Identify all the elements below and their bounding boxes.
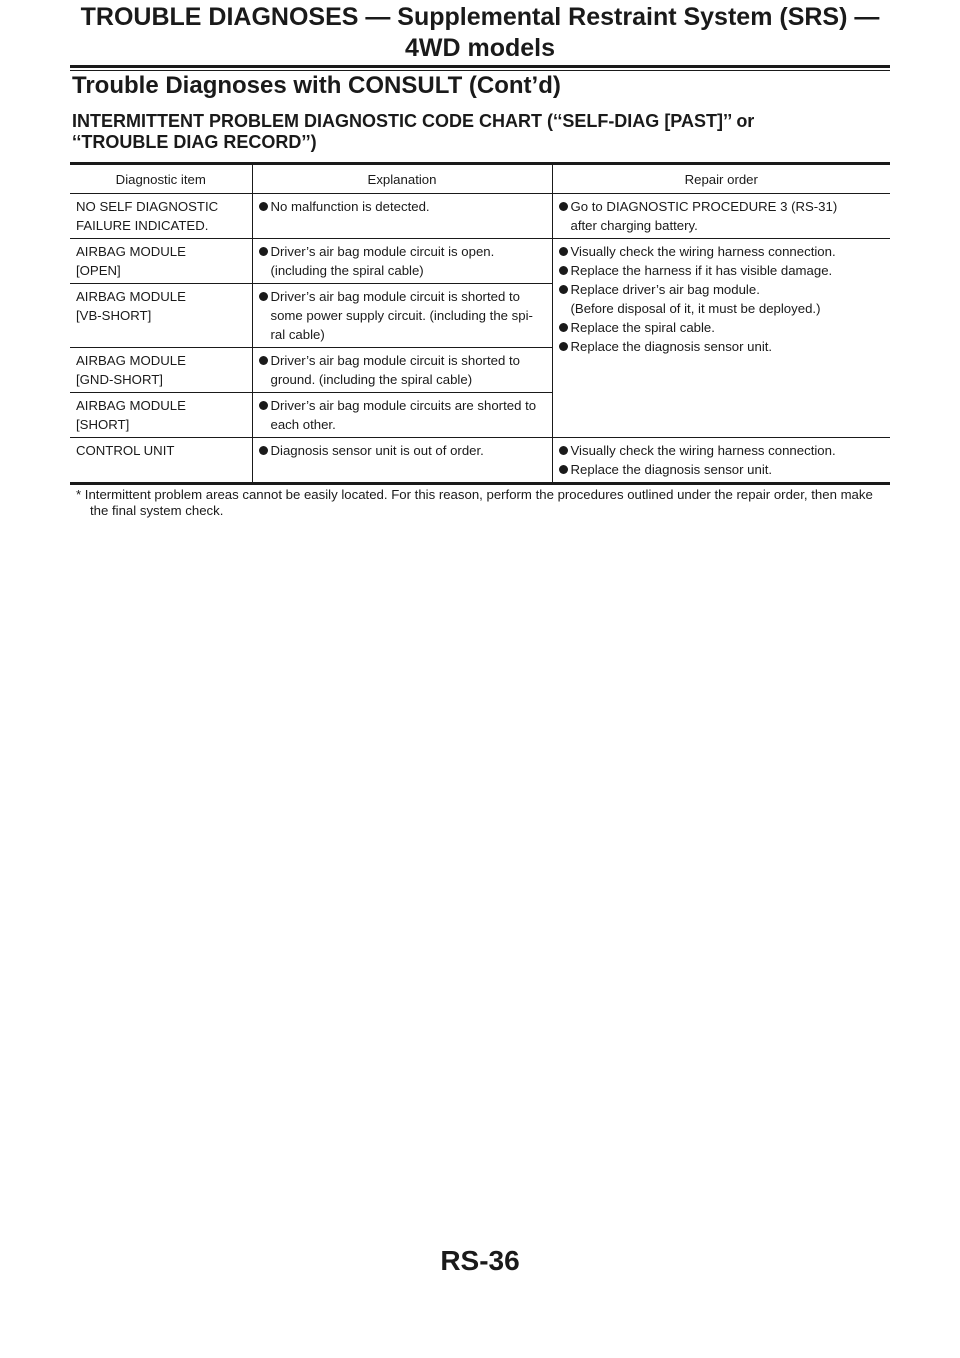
- repair-note: (Before disposal of it, it must be deployed.): [570, 301, 821, 316]
- section-heading-line2: ‘‘TROUBLE DIAG RECORD’’): [72, 132, 317, 152]
- bullet-icon: [259, 292, 268, 301]
- repair-text: Replace the diagnosis sensor unit.: [570, 339, 773, 354]
- item-line: AIRBAG MODULE: [76, 398, 186, 413]
- bullet-icon: [559, 202, 568, 211]
- bullet-icon: [559, 342, 568, 351]
- header-rule-thin: [70, 70, 890, 71]
- repair-order-cell-airbag-module: [552, 239, 890, 438]
- item-line: [VB-SHORT]: [76, 308, 152, 323]
- explanation-text: Driver’s air bag module circuit is shorted to ground. (including the spiral cable): [270, 353, 520, 387]
- bullet-icon: [559, 465, 568, 474]
- item-line: AIRBAG MODULE: [76, 353, 186, 368]
- explanation-cell: [252, 348, 552, 393]
- diagnostic-item-cell: [70, 393, 252, 438]
- page-number: RS-36: [440, 1245, 520, 1276]
- explanation-text: No malfunction is detected.: [270, 199, 430, 214]
- item-line: [SHORT]: [76, 417, 130, 432]
- explanation-text: Driver’s air bag module circuit is shorted to some power supply circuit. (including the spi- ral cable): [270, 289, 533, 342]
- diagnostic-code-chart: [70, 162, 890, 485]
- repair-text: Visually check the wiring harness connection.: [570, 443, 836, 458]
- header-title-line1: TROUBLE DIAGNOSES — Supplemental Restraint System (SRS) —: [80, 3, 880, 31]
- item-line: AIRBAG MODULE: [76, 289, 186, 304]
- repair-text: Replace driver’s air bag module.: [570, 282, 760, 297]
- column-header-explanation: Explanation: [252, 164, 552, 194]
- bullet-icon: [559, 446, 568, 455]
- footnote: * Intermittent problem areas cannot be easily located. For this reason, perform the procedures outlined under the repair order, then make the final system check.: [76, 487, 873, 518]
- bullet-icon: [259, 356, 268, 365]
- table-row: [70, 194, 890, 239]
- diagnostic-chart-section: [70, 111, 890, 519]
- repair-text: Visually check the wiring harness connection.: [570, 244, 836, 259]
- repair-text: Replace the spiral cable.: [570, 320, 715, 335]
- explanation-cell: [252, 438, 552, 484]
- diagnostic-item-cell: [70, 284, 252, 348]
- diagnostic-item-cell: [70, 194, 252, 239]
- bullet-icon: [559, 266, 568, 275]
- item-line: NO SELF DIAGNOSTIC: [76, 199, 219, 214]
- bullet-icon: [259, 202, 268, 211]
- header-rule: [70, 65, 890, 68]
- repair-text: Go to DIAGNOSTIC PROCEDURE 3 (RS-31) after charging battery.: [570, 199, 838, 233]
- bullet-icon: [559, 323, 568, 332]
- column-header-repair-order: Repair order: [552, 164, 890, 194]
- explanation-cell: [252, 284, 552, 348]
- table-row: [70, 438, 890, 484]
- explanation-text: Driver’s air bag module circuits are shorted to each other.: [270, 398, 537, 432]
- table-header-row: [70, 164, 890, 194]
- item-line: [OPEN]: [76, 263, 121, 278]
- section-heading: [70, 111, 890, 153]
- item-line: FAILURE INDICATED.: [76, 218, 209, 233]
- column-header-diagnostic-item: Diagnostic item: [70, 164, 252, 194]
- repair-text: Replace the harness if it has visible damage.: [570, 263, 833, 278]
- bullet-icon: [259, 446, 268, 455]
- bullet-icon: [559, 285, 568, 294]
- explanation-text: Diagnosis sensor unit is out of order.: [270, 443, 484, 458]
- item-line: CONTROL UNIT: [76, 443, 175, 458]
- repair-text: Replace the diagnosis sensor unit.: [570, 462, 773, 477]
- repair-order-cell: [552, 438, 890, 484]
- explanation-text: Driver’s air bag module circuit is open. (including the spiral cable): [270, 244, 495, 278]
- item-line: AIRBAG MODULE: [76, 244, 186, 259]
- item-line: [GND-SHORT]: [76, 372, 163, 387]
- bullet-icon: [259, 247, 268, 256]
- section-heading-line1: INTERMITTENT PROBLEM DIAGNOSTIC CODE CHART (‘‘SELF-DIAG [PAST]’’ or: [72, 111, 755, 131]
- repair-order-cell: [552, 194, 890, 239]
- explanation-cell: [252, 239, 552, 284]
- page-header: [70, 0, 890, 99]
- diagnostic-item-cell: [70, 239, 252, 284]
- header-title-line2: 4WD models: [404, 34, 556, 62]
- bullet-icon: [559, 247, 568, 256]
- explanation-cell: [252, 393, 552, 438]
- explanation-cell: [252, 194, 552, 239]
- diagnostic-item-cell: [70, 348, 252, 393]
- bullet-icon: [259, 401, 268, 410]
- table-row: [70, 239, 890, 284]
- page-subtitle: Trouble Diagnoses with CONSULT (Cont’d): [72, 72, 561, 99]
- diagnostic-item-cell: [70, 438, 252, 484]
